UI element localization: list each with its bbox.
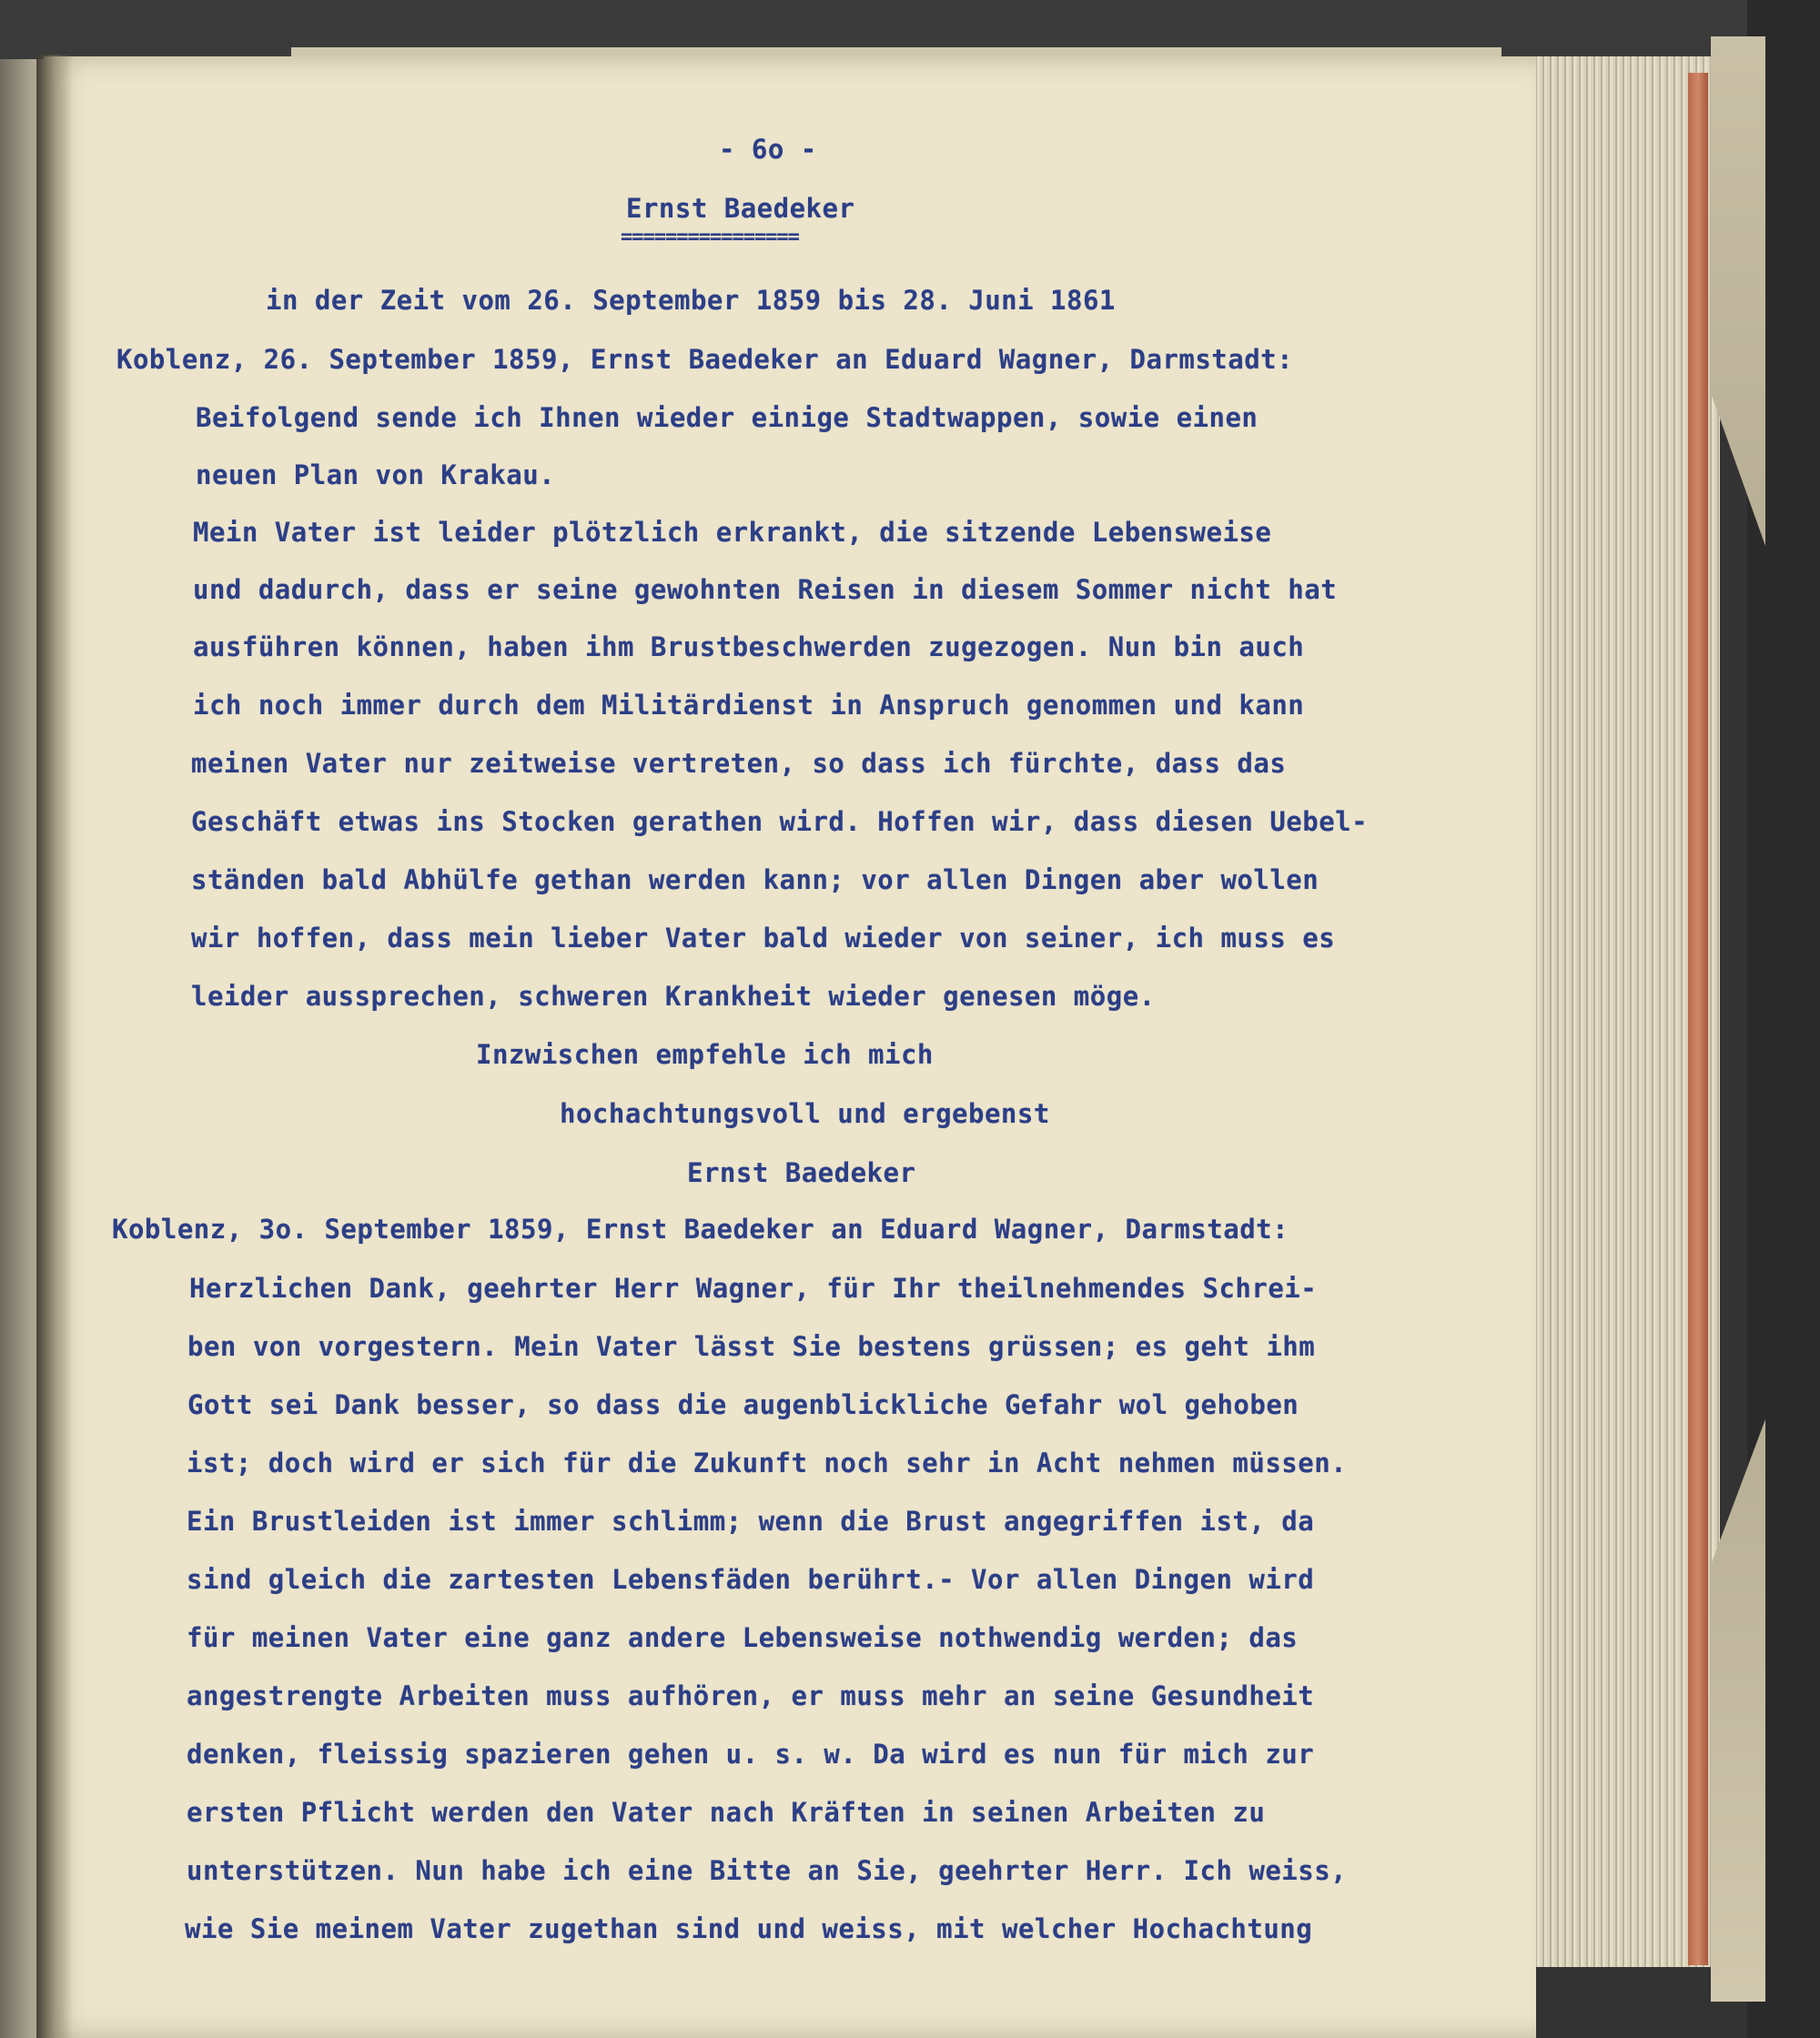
letter-line: wie Sie meinem Vater zugethan sind und weiss, mit welcher Hochachtung (185, 1913, 1313, 1944)
letter-line: ist; doch wird er sich für die Zukunft noch sehr in Acht nehmen müssen. (187, 1448, 1348, 1478)
letter-line: Mein Vater ist leider plötzlich erkrankt, die sitzende Lebensweise (193, 517, 1272, 548)
title-underline: ================ (621, 226, 799, 248)
page-number: - 6o - (719, 134, 817, 165)
letter-heading: Koblenz, 3o. September 1859, Ernst Baedeker an Eduard Wagner, Darmstadt: (112, 1214, 1289, 1245)
letter-line: angestrengte Arbeiten muss aufhören, er muss mehr an seine Gesundheit (187, 1680, 1315, 1711)
letter-line: sind gleich die zartesten Lebensfäden berührt.- Vor allen Dingen wird (187, 1564, 1315, 1595)
letter-line: ben von vorgestern. Mein Vater lässt Sie bestens grüssen; es geht ihm (187, 1331, 1316, 1362)
letter-line: denken, fleissig spazieren gehen u. s. w. Da wird es nun für mich zur (187, 1739, 1315, 1770)
page-subtitle: in der Zeit vom 26. September 1859 bis 28. Juni 1861 (266, 285, 1116, 316)
letter-line: Ein Brustleiden ist immer schlimm; wenn die Brust angegriffen ist, da (187, 1506, 1315, 1537)
letter-line: für meinen Vater eine ganz andere Lebensweise nothwendig werden; das (187, 1622, 1299, 1653)
letter-line: Beifolgend sende ich Ihnen wieder einige Stadtwappen, sowie einen (196, 402, 1259, 433)
red-page-edge (1688, 73, 1708, 1965)
letter-line: ersten Pflicht werden den Vater nach Kräften in seinen Arbeiten zu (187, 1797, 1266, 1828)
letter-line: und dadurch, dass er seine gewohnten Reisen in diesem Sommer nicht hat (193, 574, 1338, 605)
book-gutter (36, 55, 73, 2038)
letter-line: meinen Vater nur zeitweise vertreten, so dass ich fürchte, dass das (191, 748, 1287, 779)
letter-line: ausführen können, haben ihm Brustbeschwerden zugezogen. Nun bin auch (193, 631, 1305, 662)
letter-line: Geschäft etwas ins Stocken gerathen wird. Hoffen wir, dass diesen Uebel- (191, 806, 1369, 837)
letter-closing: Inzwischen empfehle ich mich (476, 1039, 934, 1070)
letter-line: wir hoffen, dass mein lieber Vater bald wieder von seiner, ich muss es (191, 923, 1336, 953)
letter-line: unterstützen. Nun habe ich eine Bitte an Sie, geehrter Herr. Ich weiss, (187, 1855, 1348, 1886)
letter-heading: Koblenz, 26. September 1859, Ernst Baedeker an Eduard Wagner, Darmstadt: (116, 344, 1294, 375)
letter-line: neuen Plan von Krakau. (196, 459, 556, 490)
letter-closing: hochachtungsvoll und ergebenst (560, 1098, 1050, 1129)
letter-line: ständen bald Abhülfe gethan werden kann; vor allen Dingen aber wollen (191, 864, 1320, 895)
letter-line: ich noch immer durch dem Militärdienst in Anspruch genommen und kann (193, 690, 1305, 721)
letter-line: leider aussprechen, schweren Krankheit wieder genesen möge. (191, 981, 1156, 1012)
letter-line: Herzlichen Dank, geehrter Herr Wagner, für Ihr theilnehmendes Schrei- (189, 1273, 1318, 1304)
page-title: Ernst Baedeker (626, 193, 855, 224)
letter-signature: Ernst Baedeker (687, 1157, 916, 1188)
letter-line: Gott sei Dank besser, so dass die augenblickliche Gefahr wol gehoben (187, 1389, 1299, 1420)
